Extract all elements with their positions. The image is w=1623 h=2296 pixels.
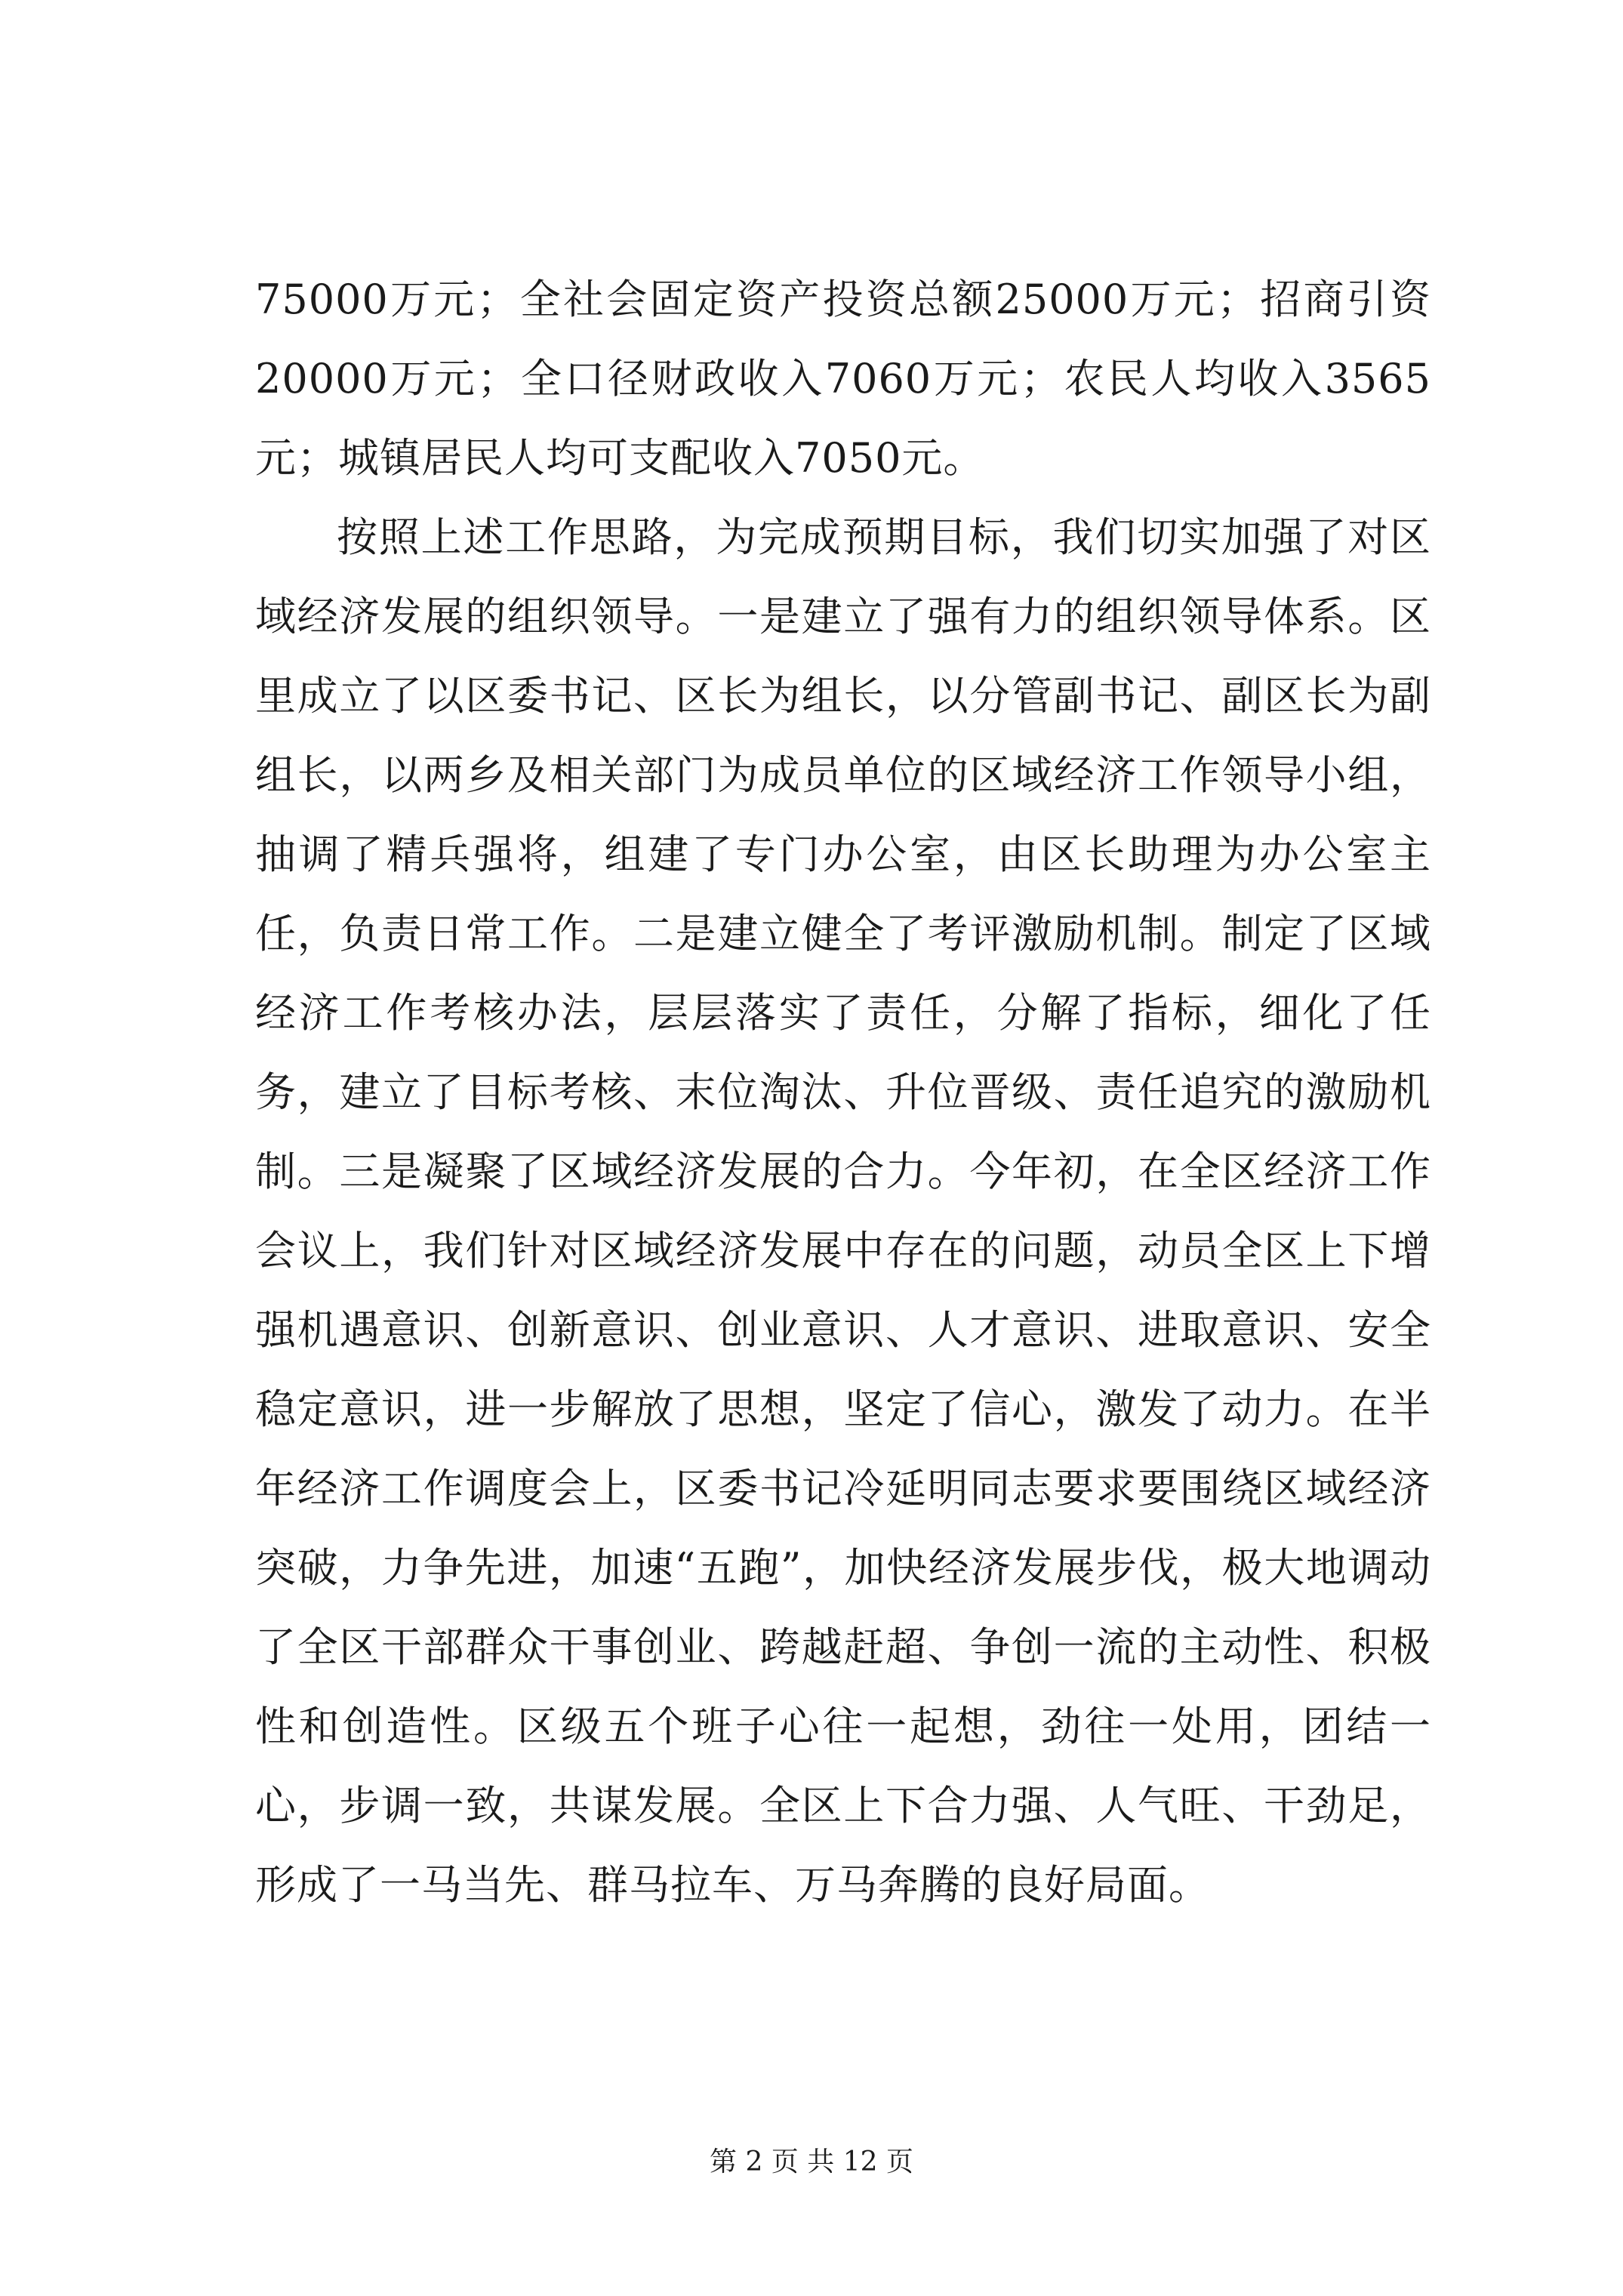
paragraph-1: 75000万元；全社会固定资产投资总额25000万元；招商引资20000万元；全口径财政收入7060万元；农民人均收入3565元；城镇居民人均可支配收入7050元。	[255, 276, 1431, 482]
document-body	[255, 260, 1431, 1925]
paragraph-2: 按照上述工作思路，为完成预期目标，我们切实加强了对区域经济发展的组织领导。一是建立了强有力的组织领导体系。区里成立了以区委书记、区长为组长，以分管副书记、副区长为副组长，以两乡及相关部门为成员单位的区域经济工作领导小组，抽调了精兵强将，组建了专门办公室，由区长助理为办公室主任，负责日常工作。二是建立健全了考评激励机制。制定了区域经济工作考核办法，层层落实了责任，分解了指标，细化了任务，建立了目标考核、末位淘汰、升位晋级、责任追究的激励机制。三是凝聚了区域经济发展的合力。今年初，在全区经济工作会议上，我们针对区域经济发展中存在的问题，动员全区上下增强机遇意识、创新意识、创业意识、人才意识、进取意识、安全稳定意识，进一步解放了思想，坚定了信心，激发了动力。在半年经济工作调度会上，区委书记冷延明同志要求要围绕区域经济突破，力争先进，加速“五跑”，加快经济发展步伐，极大地调动了全区干部群众干事创业、跨越赶超、争创一流的主动性、积极性和创造性。区级五个班子心往一起想，劲往一处用，团结一心，步调一致，共谋发展。全区上下合力强、人气旺、干劲足，形成了一马当先、群马拉车、万马奔腾的良好局面。	[255, 513, 1431, 1909]
page-number-label: 第 2 页 共 12 页	[710, 2147, 913, 2177]
page-footer	[0, 2140, 1623, 2179]
